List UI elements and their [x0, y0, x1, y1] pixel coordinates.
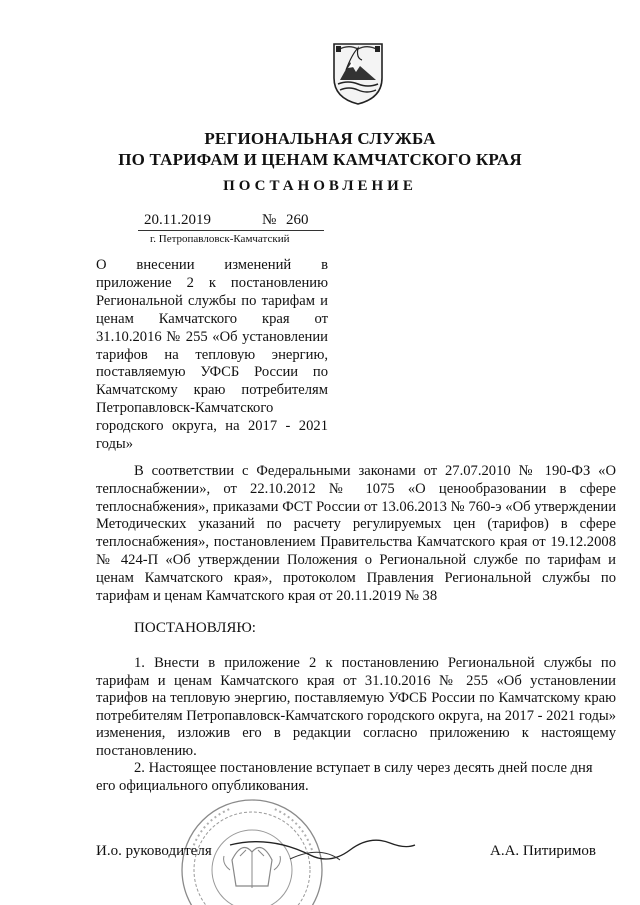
city: г. Петропавловск-Камчатский: [150, 233, 290, 245]
number-sign: №: [262, 212, 277, 228]
document-type: ПОСТАНОВЛЕНИЕ: [223, 178, 417, 194]
document-number: 260: [286, 212, 309, 228]
org-title-line1: РЕГИОНАЛЬНАЯ СЛУЖБА: [204, 129, 436, 148]
decree-item-1: 1. Внести в приложение 2 к постановлению Региональной службы по тарифам и ценам Камчатского края от 31.10.2016 № 255 «Об установлении тарифов на тепловую энергию, поставляемую УФСБ России по Камчатскому краю потребителям Петропавловск-Камчатского городского округа, на 2017 - 2021 годы» изменения, изложив его в редакции согласно приложению к настоящему постановлению.: [96, 655, 617, 759]
decree-item-2-line1: 2. Настоящее постановление вступает в силу через десять дней после дня: [134, 760, 593, 776]
document-date: 20.11.2019: [144, 212, 211, 228]
date-number-line: [138, 212, 324, 231]
signatory-position: И.о. руководителя: [96, 843, 212, 859]
org-title-line2: ПО ТАРИФАМ И ЦЕНАМ КАМЧАТСКОГО КРАЯ: [118, 150, 522, 169]
preamble-paragraph: В соответствии с Федеральными законами от 27.07.2010 № 190-ФЗ «О теплоснабжении», от 22.10.2012 № 1075 «О ценообразовании в сфере теплоснабжения», приказами ФСТ России от 13.06.2013 № 760-э «Об утверждении Методических указаний по расчету регулируемых цен (тарифов) в сфере теплоснабжения», постановлением Правительства Камчатского края от 19.12.2008 № 424-П «Об утверждении Положения о Региональной службе по тарифам и ценам Камчатского края», протоколом Правления Региональной службы по тарифам и ценам Камчатского края от 20.11.2019 № 38: [96, 463, 616, 604]
decree-item-2-line2: его официального опубликования.: [96, 777, 309, 794]
coat-of-arms-icon: [330, 40, 386, 106]
handwritten-signature-icon: [190, 815, 420, 875]
document-subject: О внесении изменений в приложение 2 к постановлению Региональной службы по тарифам и ценам Камчатского края от 31.10.2016 № 255 «Об установлении тарифов на тепловую энергию, поставляемую УФСБ России по Камчатскому краю потребителям Петропавловск-Камчатского городского округа, на 2017 - 2021 годы»: [96, 257, 328, 453]
decree-word: ПОСТАНОВЛЯЮ:: [134, 620, 256, 636]
signatory-name: А.А. Питиримов: [490, 843, 596, 859]
